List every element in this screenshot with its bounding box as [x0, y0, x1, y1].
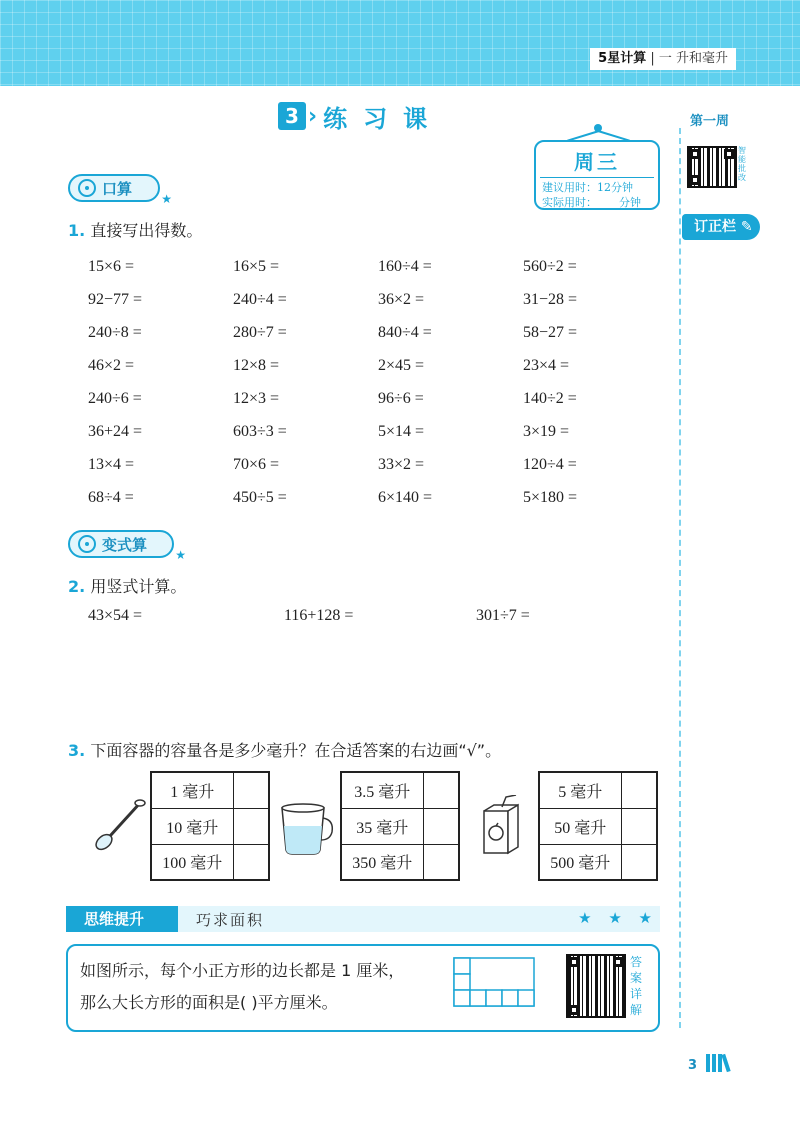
check-box[interactable]: [233, 772, 269, 808]
problem: 840÷4 =: [378, 323, 432, 341]
qr-code-icon[interactable]: [687, 146, 737, 188]
question-2: [68, 574, 186, 597]
spoon-icon: [92, 795, 150, 855]
problem: 15×6 =: [88, 257, 135, 275]
check-box[interactable]: [621, 772, 657, 808]
lesson-title-text: 练习课: [323, 104, 444, 133]
rectangle-grid-figure: [453, 957, 535, 1007]
problem: 280÷7 =: [233, 323, 287, 341]
problem: 603÷3 =: [233, 422, 287, 440]
thinking-subtitle: 巧求面积: [196, 911, 265, 929]
problem: 6×140 =: [378, 488, 433, 506]
lesson-number: 3: [278, 102, 306, 130]
suggested-time: 建议用时：12分钟: [542, 181, 633, 194]
problem: 5×180 =: [523, 488, 578, 506]
question-text: 直接写出得数。: [90, 221, 203, 240]
actual-time: 实际用时：____分钟: [542, 196, 641, 209]
section-mental-label: 口算: [102, 179, 133, 198]
problem: 96÷6 =: [378, 389, 424, 407]
capacity-option: 5 毫升: [539, 772, 621, 808]
problem: 33×2 =: [378, 455, 425, 473]
question-1: [68, 218, 202, 241]
day-label: 周三: [574, 150, 620, 174]
problem: 5×14 =: [378, 422, 425, 440]
problem: 46×2 =: [88, 356, 135, 374]
problem: 3×19 =: [523, 422, 570, 440]
brand-label: 5星计算: [598, 51, 647, 66]
question-number: 3.: [68, 741, 86, 760]
problem: 58−27 =: [523, 323, 578, 341]
correction-tab-label: 订正栏: [694, 219, 736, 235]
section-written-pill: [68, 530, 186, 562]
star-icon: ★: [175, 548, 186, 562]
capacity-option: 10 毫升: [151, 808, 233, 844]
problem: 2×45 =: [378, 356, 425, 374]
capacity-option: 350 毫升: [341, 844, 423, 880]
problem: 13×4 =: [88, 455, 135, 473]
table-row: [88, 250, 668, 283]
table-row: [88, 283, 668, 316]
problem: 23×4 =: [523, 356, 570, 374]
table-row: [88, 382, 668, 415]
problem: 12×8 =: [233, 356, 280, 374]
sidebar-divider: [679, 128, 681, 1028]
week-label: 第一周: [690, 114, 730, 129]
problem: 240÷6 =: [88, 389, 142, 407]
problem: 92−77 =: [88, 290, 143, 308]
problem: 450÷5 =: [233, 488, 287, 506]
problem: 70×6 =: [233, 455, 280, 473]
section-mental-pill: [68, 174, 172, 206]
vertical-problem: 301÷7 =: [476, 607, 530, 624]
problem: 36+24 =: [88, 422, 143, 440]
capacity-option: 50 毫升: [539, 808, 621, 844]
mental-math-grid: [88, 250, 668, 514]
stopwatch-icon: [78, 179, 96, 197]
check-box[interactable]: [621, 844, 657, 880]
answer-qr-label: 答案详解: [630, 955, 643, 1017]
section-written-label: 变式算: [102, 535, 148, 554]
problem: 68÷4 =: [88, 488, 134, 506]
qr-label: 智能批改: [738, 146, 746, 182]
problem: 36×2 =: [378, 290, 425, 308]
page-number: 3: [688, 1058, 698, 1073]
check-box[interactable]: [233, 844, 269, 880]
check-box[interactable]: [423, 772, 459, 808]
table-row: [88, 415, 668, 448]
capacity-table: [538, 771, 658, 881]
breadcrumb: 5星计算 | 一 升和毫升: [590, 48, 736, 70]
vertical-problem: 43×54 =: [88, 607, 143, 624]
problem: 140÷2 =: [523, 389, 577, 407]
capacity-table: [340, 771, 460, 881]
problem: 240÷4 =: [233, 290, 287, 308]
capacity-option: 1 毫升: [151, 772, 233, 808]
header-band: [0, 0, 800, 86]
cup-icon: [276, 800, 336, 856]
question-number: 2.: [68, 577, 86, 596]
table-row: [88, 349, 668, 382]
books-icon: [706, 1054, 730, 1076]
problem: 160÷4 =: [378, 257, 432, 275]
section-label: 一 升和毫升: [658, 51, 728, 66]
lesson-title: [278, 100, 443, 132]
table-row: [88, 448, 668, 481]
question-number: 1.: [68, 221, 86, 240]
vertical-problem: 116+128 =: [284, 607, 354, 624]
thinking-line-1: 如图所示，每个小正方形的边长都是 1 厘米，: [80, 961, 405, 980]
check-box[interactable]: [423, 808, 459, 844]
problem: 31−28 =: [523, 290, 578, 308]
check-box[interactable]: [423, 844, 459, 880]
capacity-option: 3.5 毫升: [341, 772, 423, 808]
table-row: [88, 316, 668, 349]
thinking-line-2: 那么大长方形的面积是( )平方厘米。: [80, 993, 338, 1012]
problem: 12×3 =: [233, 389, 280, 407]
juice-box-icon: [478, 795, 524, 857]
chevron-right-icon: ›: [308, 103, 318, 129]
capacity-option: 500 毫升: [539, 844, 621, 880]
correction-tab[interactable]: [682, 214, 760, 240]
pencil-icon: ✎: [740, 219, 753, 235]
star-icon: ★: [161, 192, 172, 206]
capacity-option: 35 毫升: [341, 808, 423, 844]
problem: 120÷4 =: [523, 455, 577, 473]
day-card: [534, 140, 660, 210]
problem: 560÷2 =: [523, 257, 577, 275]
difficulty-stars: ★ ★ ★: [578, 909, 658, 927]
problem: 16×5 =: [233, 257, 280, 275]
question-text: 下面容器的容量各是多少毫升？在合适答案的右边画“√”。: [90, 741, 502, 760]
thinking-tag: 思维提升: [66, 906, 178, 932]
target-icon: [78, 535, 96, 553]
problem: 240÷8 =: [88, 323, 142, 341]
check-box[interactable]: [233, 808, 269, 844]
table-row: [88, 481, 668, 514]
capacity-option: 100 毫升: [151, 844, 233, 880]
qr-code-icon[interactable]: [566, 954, 626, 1018]
check-box[interactable]: [621, 808, 657, 844]
question-3: [68, 738, 501, 761]
capacity-table: [150, 771, 270, 881]
question-text: 用竖式计算。: [90, 577, 187, 596]
